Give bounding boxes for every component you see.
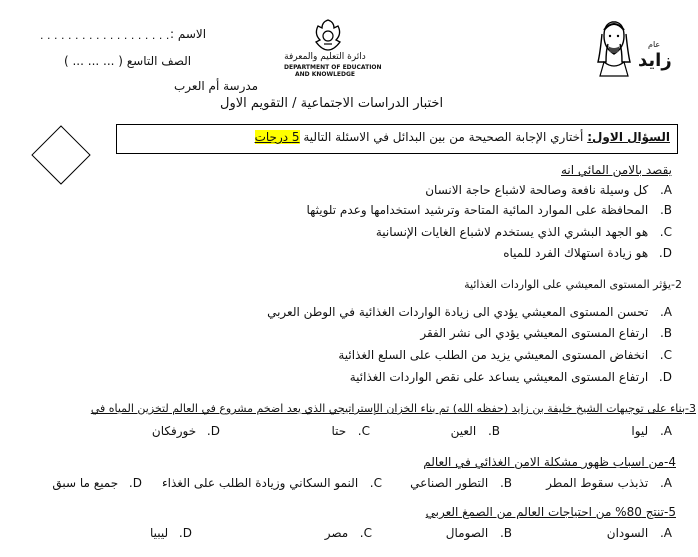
falcon-emblem-icon xyxy=(308,18,348,52)
exam-title: اختبار الدراسات الاجتماعية / التقويم الاول xyxy=(220,96,444,111)
q3-option-c[interactable]: C. حتا xyxy=(331,424,370,438)
question1-marks: 5 درجات xyxy=(254,130,300,144)
q3-option-d[interactable]: D. خورفكان xyxy=(151,424,220,438)
q4-option-a[interactable]: A. تذبذب سقوط المطر xyxy=(546,476,672,490)
q5-option-d[interactable]: D. ليبيا xyxy=(149,526,192,540)
question1-instruction: أختاري الإجابة الصحيحة من بين البدائل في الاسئلة التالية xyxy=(303,130,584,144)
q5-option-b[interactable]: B. الصومال xyxy=(445,526,512,540)
zayed-logo-text: زايد xyxy=(638,50,672,71)
ministry-name-ar: دائرة التعليم والمعرفة xyxy=(284,52,366,62)
q4-stem: 4-من اسباب ظهور مشكلة الامن الغذائي في العالم xyxy=(423,455,676,469)
score-diamond xyxy=(31,125,90,184)
q2-option-b[interactable]: B. ارتفاع المستوى المعيشي يؤدي الى نشر الفقر xyxy=(420,326,672,340)
q3-option-b[interactable]: B. العين xyxy=(450,424,500,438)
q2-option-c[interactable]: C. انخفاض المستوى المعيشي يزيد من الطلب على السلع الغذائية xyxy=(338,348,672,362)
q3-option-a[interactable]: A. ليوا xyxy=(631,424,672,438)
name-field[interactable]: . . . . . . . . . . . . . . . . . . . xyxy=(40,29,170,42)
q4-option-c[interactable]: C. النمو السكاني وزيادة الطلب على الغذاء xyxy=(162,476,382,490)
zayed-logo-subtext: عام xyxy=(648,40,661,49)
question1-title: السؤال الاول: xyxy=(587,130,670,144)
q2-stem: 2-يؤثر المستوى المعيشي على الواردات الغذائية xyxy=(464,278,682,291)
q1-option-a[interactable]: A. كل وسيلة نافعة وصالحة لاشباع حاجة الانسان xyxy=(425,183,672,197)
q1-option-c[interactable]: C. هو الجهد البشري الذي يستخدم لاشباع الغايات الإنسانية xyxy=(375,225,672,239)
q5-stem: 5-تنتج 80% من احتياجات العالم من الصمغ العربي xyxy=(425,505,676,519)
q2-option-d[interactable]: D. ارتفاع المستوى المعيشي يساعد على نقص الواردات الغذائية xyxy=(349,370,672,384)
q1-stem: يقصد بالامن المائي انه xyxy=(561,163,672,177)
name-label: الاسم : xyxy=(170,27,207,41)
q1-option-b[interactable]: B. المحافظة على الموارد المائية المتاحة وترشيد استخدامها وعدم تلويثها xyxy=(306,203,672,217)
school-name: مدرسة أم العرب xyxy=(174,79,259,93)
q5-option-a[interactable]: A. السودان xyxy=(606,526,672,540)
ministry-name-en-2: AND KNOWLEDGE xyxy=(294,71,356,78)
q4-option-b[interactable]: B. التطور الصناعي xyxy=(410,476,512,490)
q1-option-d[interactable]: D. هو زيادة استهلاك الفرد للمياه xyxy=(503,246,672,260)
grade-label: الصف التاسع ( ... ... ... ) xyxy=(64,54,192,68)
ministry-name-en-1: DEPARTMENT OF EDUCATION xyxy=(284,64,382,71)
zayed-logo xyxy=(592,14,684,78)
q4-option-d[interactable]: D. جميع ما سبق xyxy=(52,476,142,490)
q5-option-c[interactable]: C. مصر xyxy=(324,526,372,540)
question1-header xyxy=(212,130,670,144)
q2-option-a[interactable]: A. تحسن المستوى المعيشي يؤدي الى زيادة الواردات الغذائية في الوطن العربي xyxy=(267,305,672,319)
ministry-logo xyxy=(280,18,382,78)
q3-stem: 3-بناء على توجيهات الشيخ خليفة بن زايد (حفظه الله) تم بناء الخزان الإستراتيجي الذي يعد اضخم مشروع في العالم لتخزين المياه في xyxy=(90,402,696,415)
